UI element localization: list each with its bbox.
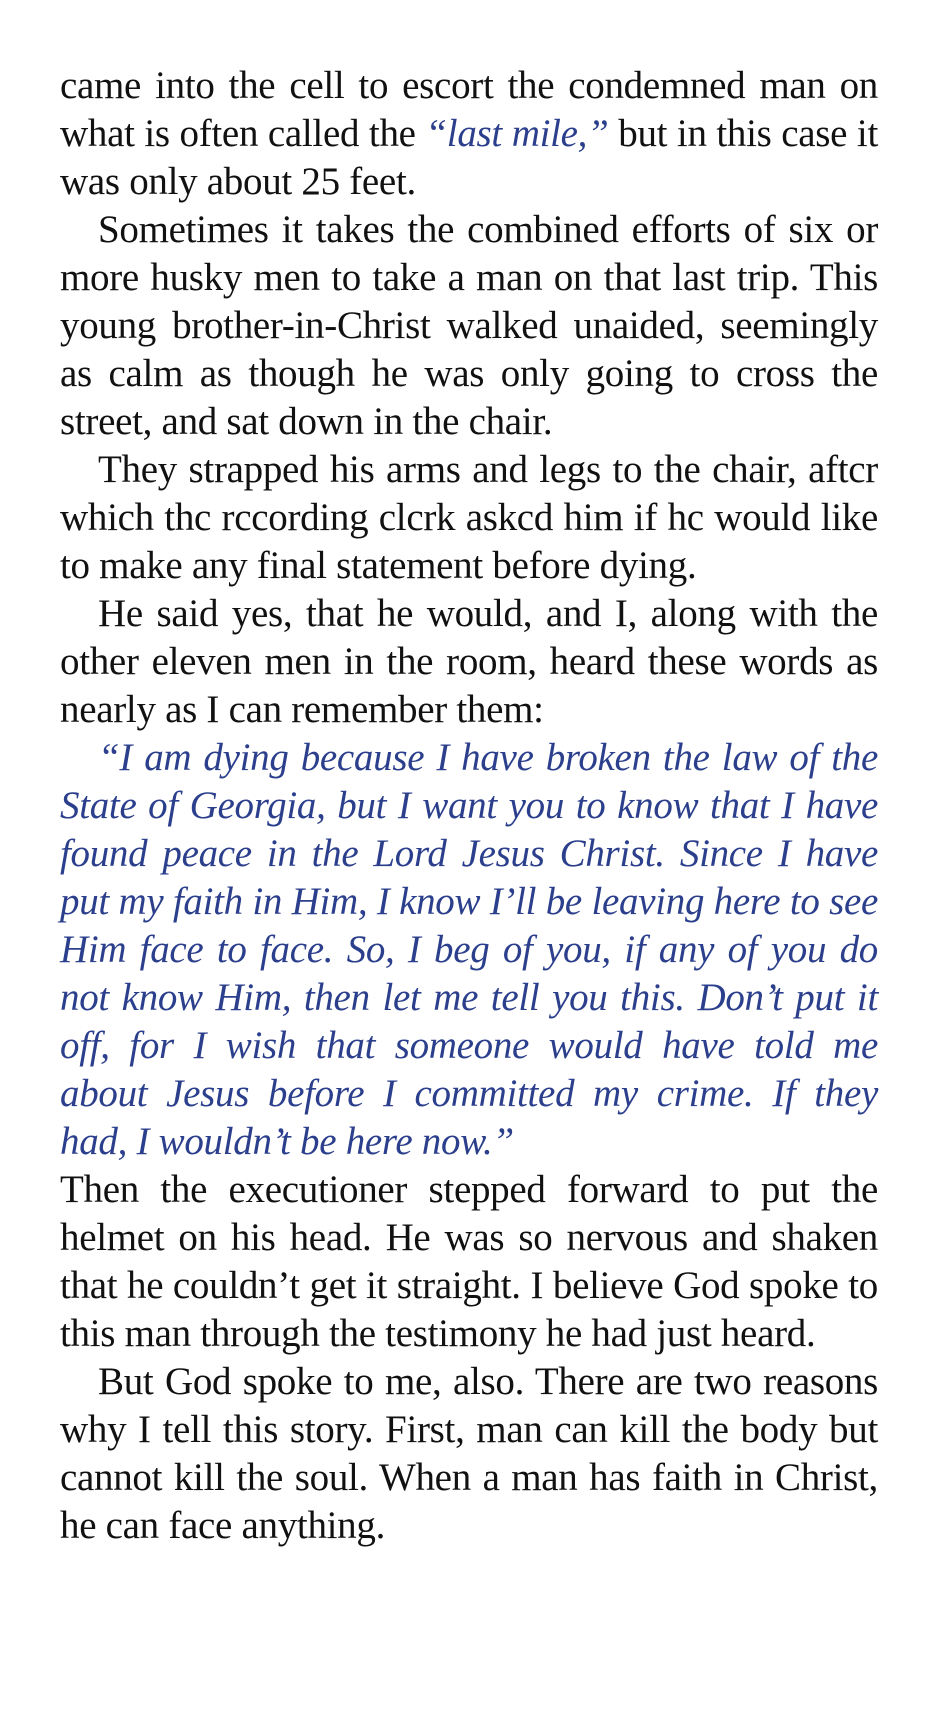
final-statement-quote: “I am dying because I have broken the law of the State of Georgia, but I want you to know that I have found peace in the Lord Jesus Christ. Since I have put my faith in Him, I know I’ll be leaving here to see Him face to face. So, I beg of you, if any of you do not know Him, then let me tell you this. Don’t put it off, for I wish that someone would have told me about Jesus before I committed my crime. If they had, I wouldn’t be here now.”: [60, 736, 878, 1163]
last-mile-quote: “last mile,”: [425, 112, 609, 155]
paragraph-3: They strapped his arms and legs to the chair, aftcr which thc rccording clcrk askcd him if hc would like to make any final statement before dying.: [60, 448, 878, 587]
page-body: [60, 62, 878, 1550]
paragraph-2: Sometimes it takes the combined efforts of six or more husky men to take a man on that last trip. This young brother-in-Christ walked unaided, seemingly as calm as though he was only going to cross the street, and sat down in the chair.: [60, 208, 878, 443]
paragraph-4: He said yes, that he would, and I, along with the other eleven men in the room, heard these words as nearly as I can remember them:: [60, 592, 878, 731]
paragraph-1-text-before: came into the cell to escort the condemned man on what is often called the: [60, 64, 878, 155]
paragraph-5: Then the executioner stepped forward to put the helmet on his head. He was so nervous and shaken that he couldn’t get it straight. I believe God spoke to this man through the testimony he had just heard.: [60, 1168, 878, 1355]
paragraph-1-text-after: but in this case it was only about 25 feet.: [60, 112, 879, 203]
paragraph-1: [60, 62, 878, 206]
paragraph-6: But God spoke to me, also. There are two reasons why I tell this story. First, man can kill the body but cannot kill the soul. When a man has faith in Christ, he can face anything.: [60, 1360, 878, 1547]
